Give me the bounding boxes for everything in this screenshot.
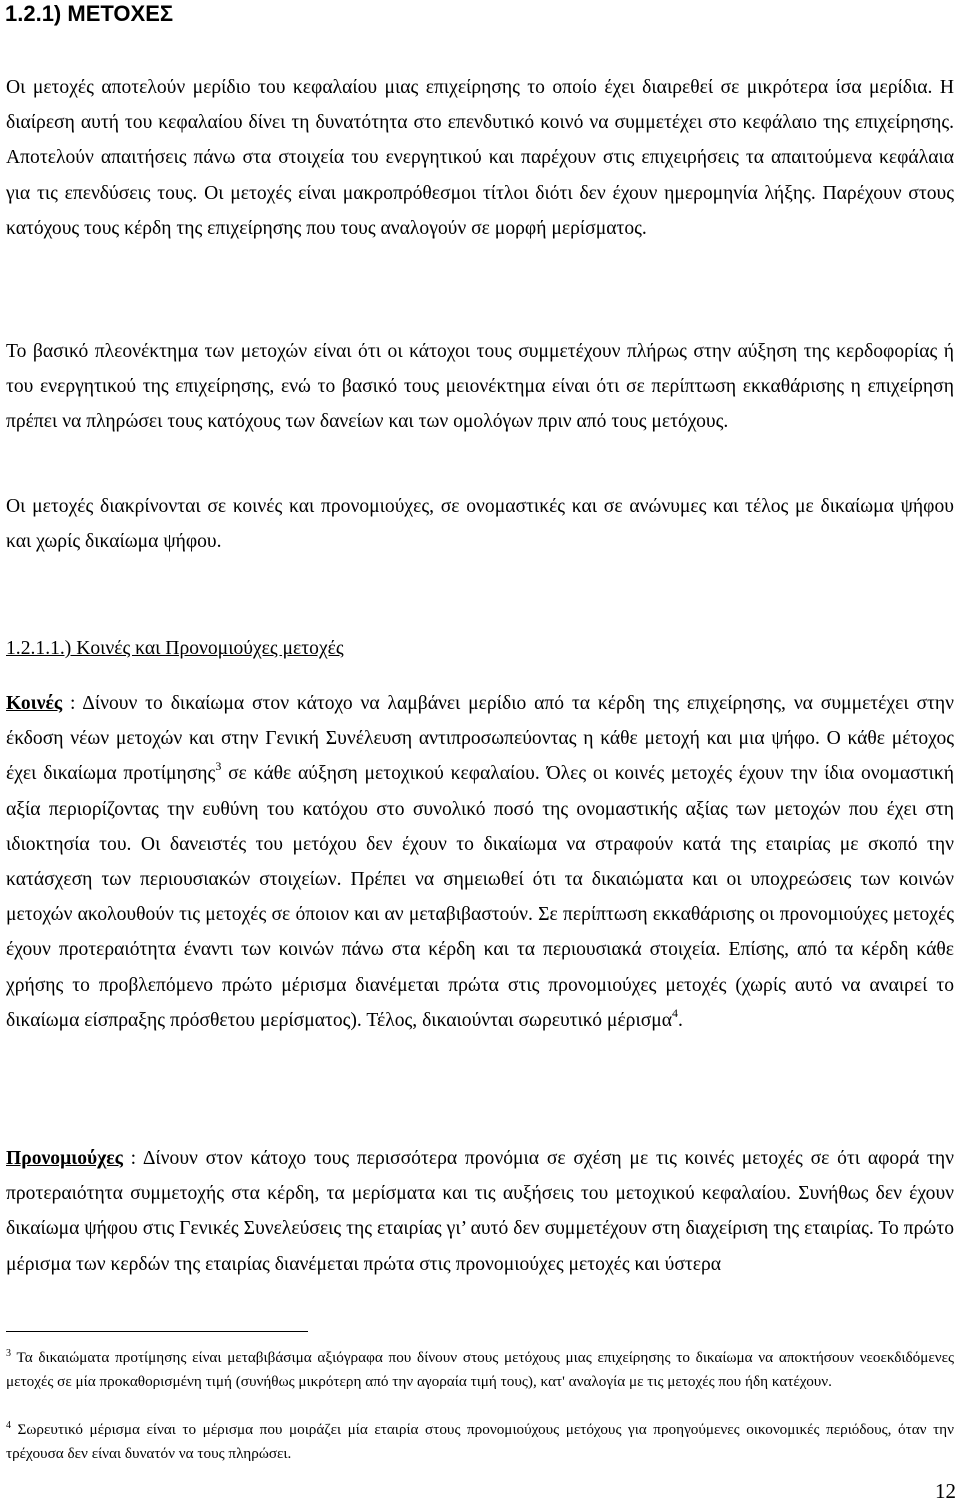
footnote-separator <box>6 1331 308 1332</box>
footnote-4 <box>6 1418 954 1465</box>
footnote-4-text: Σωρευτικό μέρισμα είναι το μέρισμα που μοιράζει μία εταιρία στους προνομιούχους μετόχους για προηγούμενες οικονομικές περιόδους, όταν την τρέχουσα δεν είναι δυνατόν να τους πληρώσει. <box>6 1421 954 1462</box>
paragraph-common-shares <box>6 686 954 1038</box>
footnote-4-number: 4 <box>6 1420 11 1431</box>
footnote-3-number: 3 <box>6 1348 11 1359</box>
common-text-a: : Δίνουν το δικαίωμα στον κάτοχο να λαμβάνει μερίδιο από τα κέρδη της επιχείρησης, να συμμετέχει στην έκδοση νέων μετοχών και στην Γενική Συνέλευση αντιπροσωπεύοντας η κάθε μετοχή και μια ψήφο. Ο κάθε μέτοχος έχει δικαίωμα προτίμησης <box>6 693 954 785</box>
paragraph-categories: Οι μετοχές διακρίνονται σε κοινές και προνομιούχες, σε ονομαστικές και σε ανώνυμες και τέλος με δικαίωμα ψήφου και χωρίς δικαίωμα ψήφου. <box>6 496 954 553</box>
footnote-ref-3: 3 <box>215 759 222 774</box>
footnote-ref-4: 4 <box>672 1005 679 1020</box>
subsection-heading: 1.2.1.1.) Κοινές και Προνομιούχες μετοχές <box>6 638 344 659</box>
common-text-b: σε κάθε αύξηση μετοχικού κεφαλαίου. Όλες οι κοινές μετοχές έχουν την ίδια ονομαστική αξία περιορίζοντας την ευθύνη του κατόχου στο συνολικό ποσό της ονομαστικής αξίας των μετοχών που έχει στη ιδιοκτησία του. Οι δανειστές του μετόχου δεν έχουν το δικαίωμα να στραφούν κατά της εταιρίας με σκοπό την κατάσχεση των περιουσιακών στοιχείων. Πρέπει να σημειωθεί ότι τα δικαιώματα και οι υποχρεώσεις των κοινών μετοχών ακολουθούν τις μετοχές σε όποιον και αν μεταβιβαστούν. Σε περίπτωση εκκαθάρισης οι προνομιούχες μετοχές έχουν προτεραιότητα έναντι των κοινών πάνω στα κέρδη και τα περιουσιακά στοιχεία. Επίσης, από τα κέρδη κάθε χρήσης το προβλεπόμενο πρώτο μέρισμα διανέμεται πρώτα στις προνομιούχες μετοχές (χωρίς αυτό να αναιρεί το δικαίωμα είσπραξης πρόσθετου μερίσματος). Τέλος, δικαιούνται σωρευτικό μέρισμα <box>6 763 954 1031</box>
preferred-text: : Δίνουν στον κάτοχο τους περισσότερα προνόμια σε σχέση με τις κοινές μετοχές σε ότι αφορά την προτεραιότητα συμμετοχής στα κέρδη, τα μερίσματα και τις αυξήσεις του μετοχικού κεφαλαίου. Συνήθως δεν έχουν δικαίωμα ψήφου στις Γενικές Συνελεύσεις της εταιρίας γι’ αυτό δεν συμμετέχουν στη διαχείριση της εταιρίας. Το πρώτο μέρισμα των κερδών της εταιρίας διανέμεται πρώτα στις προνομιούχες μετοχές και ύστερα <box>6 1148 954 1275</box>
page-number: 12 <box>935 1479 956 1503</box>
paragraph-advantages: Το βασικό πλεονέκτημα των μετοχών είναι ότι οι κάτοχοι τους συμμετέχουν πλήρως στην αύξηση της κερδοφορίας ή του ενεργητικού της επιχείρησης, ενώ το βασικό τους μειονέκτημα είναι ότι σε περίπτωση εκκαθάρισης η επιχείρηση πρέπει να πληρώσει τους κατόχους των δανείων και των ομολόγων πριν από τους μετόχους. <box>6 341 954 433</box>
term-preferred: Προνομιούχες <box>6 1148 123 1169</box>
section-heading: 1.2.1) ΜΕΤΟΧΕΣ <box>5 1 174 26</box>
term-common: Κοινές <box>6 693 63 714</box>
paragraph-intro: Οι μετοχές αποτελούν μερίδιο του κεφαλαίου μιας επιχείρησης το οποίο έχει διαιρεθεί σε μικρότερα ίσα μερίδια. Η διαίρεση αυτή του κεφαλαίου δίνει τη δυνατότητα στο επενδυτικό κοινό να συμμετέχει στο κεφάλαιο της επιχείρησης. Αποτελούν απαιτήσεις πάνω στα στοιχεία του ενεργητικού και παρέχουν στις επιχειρήσεις τα απαιτούμενα κεφάλαια για τις επενδύσεις τους. Οι μετοχές είναι μακροπρόθεσμοι τίτλοι διότι δεν έχουν ημερομηνία λήξης. Παρέχουν στους κατόχους τους κέρδη της επιχείρησης που τους αναλογούν σε μορφή μερίσματος. <box>6 77 954 239</box>
footnote-3-text: Τα δικαιώματα προτίμησης είναι μεταβιβάσιμα αξιόγραφα που δίνουν στους μετόχους μιας επιχείρησης το δικαίωμα να αποκτήσουν νεοεκδιδόμενες μετοχές σε μία προκαθορισμένη τιμή (συνήθως μικρότερη από την αγοραία τιμή τους), κατ' αναλογία με τις μετοχές που ήδη κατέχουν. <box>6 1349 954 1390</box>
paragraph-preferred-shares <box>6 1141 954 1282</box>
footnote-3 <box>6 1346 954 1393</box>
common-text-c: . <box>678 1009 683 1031</box>
